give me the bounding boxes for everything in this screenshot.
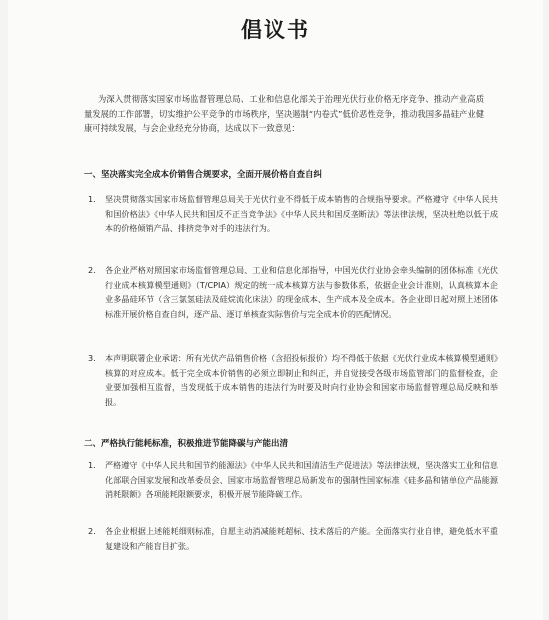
- list-item-number: 1.: [88, 194, 96, 204]
- list-item-text: 各企业严格对照国家市场监督管理总局、工业和信息化部指导，中国光伏行业协会牵头编制的团体标准《光伏行业成本核算模型通则》（T/CPIA）规定的统一成本核算方法与参数体系，依据企业会计准则，认真核算本企业多晶硅环节（含三氯氢硅法及硅烷流化床法）的现金成本、生产成本及全成本。各企业即日起对照上述团体标准开展价格自查自纠，逐产品、逐订单核查实际售价与完全成本价的匹配情况。: [105, 265, 498, 319]
- document-title: 倡议书: [241, 18, 310, 42]
- list-item-number: 2.: [88, 265, 96, 275]
- list-item-number: 3.: [88, 353, 96, 363]
- intro-paragraph: 为深入贯彻落实国家市场监督管理总局、工业和信息化部关于治理光伏行业价格无序竞争、推动产业高质量发展的工作部署，切实维护公平竞争的市场秩序，坚决遏制“内卷式”低价恶性竞争，推动我国多晶硅产业健康可持续发展，与会企业经充分协商，达成以下一致意见：: [84, 94, 484, 134]
- section-heading-2: 二、严格执行能耗标准，积极推进节能降碳与产能出清: [84, 439, 289, 449]
- list-item-number: 1.: [88, 460, 96, 470]
- list-item-text: 本声明联署企业承诺：所有光伏产品销售价格（含招投标报价）均不得低于依据《光伏行业成本核算模型通则》核算的对应成本。低于完全成本价销售的必须立即制止和纠正，并自觉接受各级市场监管部门的监督检查，企业要加强相互监督，当发现低于成本销售的违法行为时要及时向行业协会和国家市场监督管理总局反映和举报。: [105, 353, 498, 407]
- document-page: [8, 0, 543, 620]
- section-heading-1: 一、坚决落实完全成本价销售合规要求，全面开展价格自查自纠: [84, 170, 323, 180]
- list-item-text: 各企业根据上述能耗细则标准，自愿主动消减能耗超标、技术落后的产能。全面落实行业自律，避免低水平重复建设和产能盲目扩张。: [105, 526, 498, 551]
- list-item-text: 坚决贯彻落实国家市场监督管理总局关于光伏行业不得低于成本销售的合规指导要求。严格遵守《中华人民共和国价格法》《中华人民共和国反不正当竞争法》《中华人民共和国反垄断法》等法律法规，坚决杜绝以低于成本的价格倾销产品、排挤竞争对手的违法行为。: [105, 194, 498, 234]
- list-item-number: 2.: [88, 526, 96, 536]
- list-item-text: 严格遵守《中华人民共和国节约能源法》《中华人民共和国清洁生产促进法》等法律法规，坚决落实工业和信息化部联合国家发展和改革委员会、国家市场监督管理总局新发布的强制性国家标准《硅多晶和锗单位产品能源消耗限额》各项能耗限额要求，积极开展节能降碳工作。: [105, 460, 498, 500]
